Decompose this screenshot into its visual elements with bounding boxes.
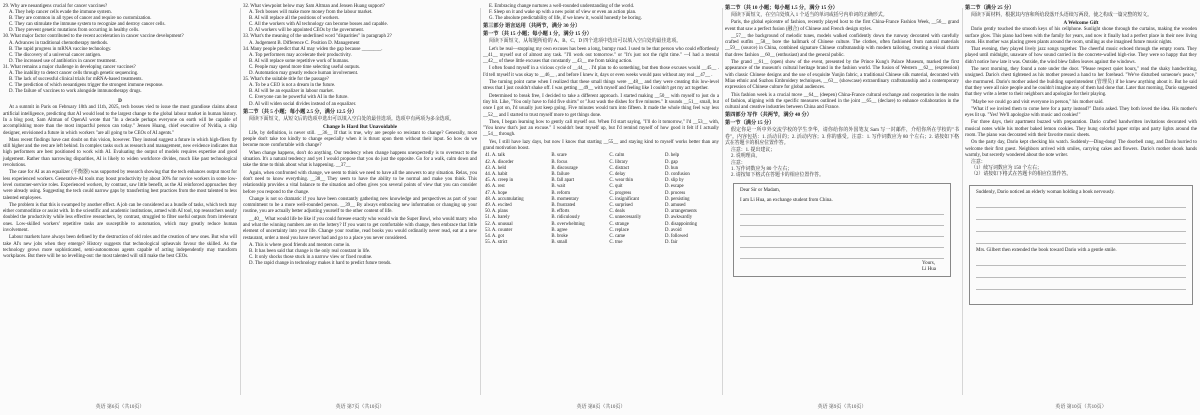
section-instructions: 阅读下面短文，从短文后的选项中选出可以填入空白处的最佳选项。选项中有两项为多余选项。 <box>249 116 455 122</box>
answer-option: B. AI will replace some repetitive work of humans. <box>249 58 350 64</box>
section-instructions: 阅读下面短文，在空白处填入 1 个适当的单词或括号内单词的正确形式。 <box>731 13 888 18</box>
cloze-option: D. slip by <box>664 178 684 184</box>
writing-line <box>976 196 1186 208</box>
answer-option: B. They are common in all types of cancer and require no customization. <box>9 16 152 22</box>
page-footer: 英语 第7页（共10页） <box>335 405 385 410</box>
writing-line <box>976 232 1186 244</box>
answer-option: D. Automation may greatly reduce human involvement. <box>249 71 359 77</box>
page-footer: 英语 第10页（共10页） <box>1055 405 1107 410</box>
letter-salutation: Dear Sir or Madam, <box>740 187 780 193</box>
answer-option: F. Sleep on it and wake up with a new point of view or even an action plan. <box>489 10 637 16</box>
answer-option: D. The rapid change in technology makes it hard to predict future trends. <box>249 261 392 267</box>
instruction-item: （2）请按如下格式在答题卡的相应位置作答。 <box>971 172 1072 178</box>
cloze-option: C. replace <box>609 227 629 233</box>
answer-option: D. AI will widen social divides instead of an equalizer. <box>249 101 357 107</box>
passage-paragraph: Yes, I still have lazy days, but now I know that starting __55__ and staying kind to myself works better than any grand motivation boost. <box>483 139 719 152</box>
cloze-option: B. overwhelming <box>551 221 585 227</box>
writing-line <box>976 208 1186 220</box>
cloze-option: B. momentary <box>551 196 579 202</box>
question-stem: 34. Many people predict that AI may widen the gap because ________. <box>243 46 383 52</box>
question-stem: 35. What's the suitable title for the passage? <box>243 77 329 83</box>
cloze-option: B. discourage <box>551 165 578 171</box>
writing-line <box>740 204 944 215</box>
question-stem: 32. What viewpoint below may Sam Altman and Jensen Huang support? <box>243 4 385 9</box>
cloze-option: B. broke <box>551 233 568 239</box>
cloze-option: D. process <box>664 190 686 196</box>
answer-option: A. Judgement B. Difference C. Position D. Management <box>249 40 360 46</box>
page-7 <box>240 0 480 415</box>
passage-paragraph: Dario gently touched the smooth keys of his cellphone. Sunlight shone through the curtains, making the wooden surface glow. This piano had been with the family for years, and now it finally had a perfect place in their new living room. His mother was placing green plants around the room, smiling as she imagined future music nights. <box>965 27 1197 45</box>
answer-option: D. AI workers will be appointed CEOs by the government. <box>249 28 365 34</box>
cloze-option: 52. A. unusual <box>485 221 513 227</box>
section-title: 第二节（共 10 小题；每小题 1.5 分，满分 15 分） <box>725 5 838 11</box>
instruction-item: 1. 写作词数应为 80 个左右； <box>731 166 793 172</box>
passage-paragraph: Determined to break free, I decided to take a different approach. I started making __50__ with myself to just do a tiny bit. Like, "You only have to fold five shirts" or "Just wash the dishes for five minutes." It sounds __51__ small, but once I got on, I'd usually just keep going. Five minutes would turn into fifteen. It made the whole thing feel way less __52__ and I started to trust myself more to get things done. <box>483 93 719 118</box>
cloze-option: 46. A. rest <box>485 184 505 190</box>
cloze-option: B. focus <box>551 159 568 165</box>
cloze-options-table <box>483 153 719 246</box>
cloze-option: C. came <box>609 233 626 239</box>
answer-option: C. People may spend more time selecting useful outputs. <box>249 64 361 70</box>
cloze-option: B. frustrated <box>551 202 576 208</box>
cloze-option: D. hun <box>664 165 679 171</box>
part-title: 第三部分 语言运用（共两节，满分 30 分） <box>483 23 581 30</box>
passage-paragraph: That evening, they played lively jazz songs together. The cheerful music echoed through the empty room. They played until midnight, unaware of how sound carried in the concrete-walled high-rise. They were so happy that they didn't notice how late it was. Outside, the wind blew fallen leaves against the windows. <box>965 47 1197 65</box>
passage-paragraph: For three days, their apartment buzzed with preparation. Dario crafted handwritten invitations decorated with musical notes while his mother baked lemon cookies. They hung colorful paper strips and party lights around the room. The piano was decorated with their favorite music sheets. <box>965 120 1197 139</box>
section-title: 第一节（满分 15 分） <box>725 120 775 127</box>
cloze-option: 42. A. disorder <box>485 159 514 165</box>
answer-option: C. The discovery of a universal cancer antigen. <box>9 52 102 58</box>
passage-paragraph: __40__ What would life be like if you could foresee exactly who would win the Super Bowl, who would marry who and what the winning numbers are on the lottery? If you want to get comfortable with change, then embrace that little element of uncertainty into your life. Change your routine, read books you would ordinarily never read, eat at a new restaurant, order a meal you have never had and go to a place you never considered. <box>243 216 477 241</box>
part-title: 第四部分 写作（共两节，满分 40 分） <box>725 112 812 119</box>
writing-line <box>740 248 944 259</box>
cloze-option: C. strange <box>609 221 629 227</box>
passage-paragraph: The problem is that this is swamped by another effect. A job can be considered as a bundle of tasks, which tech may either commoditize or assist with. In the scientific and academic institutions, armed with AI tool, top researchers nearly doubled the productivity while less effective researchers, by contrast, struggled to filter useful outputs from irrelevant ones. Low-skilled workers' repetitive tasks are susceptible to automation, which may greatly reduce human involvement. <box>3 202 237 234</box>
cloze-option: B. efforts <box>551 209 570 215</box>
passage-paragraph: This fashion week is a crucial move __64__ (deepen) China-France cultural exchange and cooperation in the realm of fashion, aligning with the specific measures outlined in the joint __65__ (declare) to enhance collaboration in the cultural and creative industries between China and France. <box>725 92 959 111</box>
cloze-option-row <box>483 240 719 246</box>
passage-paragraph: The case for AI as an equalizer (平衡器) was supported by research showing that the tech enhances output most for less experienced workers. Generative-AI tools may boost productivity by about 30% for novice workers in some low-level customer-service roles. Experienced workers, by contrast, saw little benefit, as the AI reinforced approaches they were already using. Suggesting the tech could narrow gaps by transferring best practices from the most talented to less talented employees. <box>3 170 237 201</box>
continuation-start-1: Suddenly, Dario noticed an elderly woman holding a book nervously. <box>976 189 1115 195</box>
passage-paragraph: Life, by definition, is never still. __36__ If that is true, why are people so resistant to change? Generally, most people don't take too kindly to change especially when it is thrust upon them without their input. So how do we become more comfortable with change? <box>243 130 477 149</box>
cloze-option: C. calm <box>609 153 625 159</box>
passage-paragraph: Let's be real—stopping my own excuses has been a long, bumpy road. I used to be that person who could effortlessly __41__ myself out of almost any task. "I'll work out tomorrow." or "It's just not the right time." —I had a mental __42__ of these little excuses that constantly __43__ me from taking action. <box>483 46 719 65</box>
writing-line <box>740 237 944 248</box>
passage-paragraph: I often found myself in a vicious cycle of __44__ . I'd plan to do something, but then those excuses would __45__ . I'd tell myself it was okay to __46__ , and before I knew it, days or even weeks would pass without any real __47__ . <box>483 66 719 78</box>
answer-option: C. It only shocks those stuck in a narrow view or fixed routine. <box>249 255 373 261</box>
answer-option: B. The rapid progress in mRNA vaccine technology. <box>9 46 112 52</box>
cloze-option: 49. A. excited <box>485 202 512 208</box>
passage-paragraph: Paris, the global epicentre of fashion, recently played host to the first China-France Fashion Week, __56__ grand event that saw a perfect fusion (融合) of Chinese and French design styles. <box>725 20 959 32</box>
instruction-item: 2. 说明理由。 <box>731 154 761 160</box>
passage-letter: D <box>118 98 122 105</box>
cloze-option: B. fall apart <box>551 178 575 184</box>
cloze-option: 47. A. hope <box>485 190 508 196</box>
cloze-option: 48. A. accumulating <box>485 196 524 202</box>
answer-option: D. The failure of vaccines to work alongside immunotherapy drugs. <box>9 89 142 95</box>
cloze-option: C. delay <box>609 171 626 177</box>
cloze-option: C. surprised <box>609 202 633 208</box>
cloze-option: 51. A. barely <box>485 215 510 221</box>
passage-paragraph: "Maybe we could go and visit everyone in person," his mother said. <box>971 99 1104 105</box>
answer-option: C. They can stimulate the immune system to recognize and destroy cancer cells. <box>9 22 166 28</box>
answer-option: B. AI will replace all the positions of workers. <box>249 16 340 22</box>
answer-option: A. To be a CEO is not a dream in the future. <box>249 83 336 89</box>
passage-paragraph: At a summit in Paris on February 10th and 11th, 2025, tech bosses vied to issue the most grandiose claims about artificial intelligence, predicting that AI would lead to the largest change to the global labour market in human history. In a blog post, Sam Altman of OpenAI wrote that "In a decade perhaps everyone on earth will be capable of accomplishing more than the most impactful person can today." Jensen Huang, chief executive of Nvidia, a chip designer, envisioned a future in which workers "are all going to be CEOs of AI agents." <box>3 105 237 136</box>
cloze-option: D. arrangements <box>664 209 697 215</box>
letter-name: Li Hua <box>921 266 936 272</box>
writing-line <box>976 220 1186 232</box>
passage-paragraph: The next morning, they found a note under the door. "Please respect quiet hours," read the shaky handwriting, unsigned. Dario's chest tightened as his mother pressed a hand to her forehead. "We've disturbed someone's peace," she murmured. Dario's mother asked the building superintendent (管理员) if he knew anything about it. But he said that they were all nice people and he couldn't imagine any of them had done that. Later that morning, Dario suggested that they write a letter to their neighbors and apologize for their playing. <box>965 67 1197 98</box>
writing-instructions: 假定你是一所中外交流学校的学生李华，请你给你的外国笔友 Sam 写一封邮件，介绍你所在学校的"书卷"。内容包括：1. 活动目的；2. 活动内容；3. 你的感受。注意：1. 写作词数应为 80 个左右；2. 请按如下格式在答题卡的相应位置作答。 <box>725 128 959 147</box>
answer-option: A. They help cancer cells evade the immune system. <box>9 10 112 16</box>
answer-option: A. The inability to detect cancer cells through genetic sequencing. <box>9 71 139 77</box>
cloze-option: D. fair <box>664 240 678 246</box>
writing-line <box>976 254 1186 266</box>
question-stem: 33. What's the meaning of the underlined word "disparities" in paragraph 2? <box>243 34 392 40</box>
cloze-option: B. wait <box>551 184 566 190</box>
instruction-item: 注意： <box>971 160 986 166</box>
passage-paragraph: When change happens, don't do anything. Our tendency when change happens unexpectedly is to overreact to the situation. It's a natural tendency and yet I would propose that you do just the opposite. Go for a walk, calm down and take the time to think about what is happening. __37__ <box>243 150 477 169</box>
answer-option: D. The increased use of antibiotics in cancer treatment. <box>9 58 117 64</box>
cloze-option: C. library <box>609 159 628 165</box>
passage-paragraph: Then, I began learning how to gently call myself out. When I'd start saying, "I'll do it tomorrow," I'd __53__ with, "You know that's just an excuse." I wouldn't beat myself up, but I'd remind myself of how good it felt if I actually __54__ through. <box>483 119 719 138</box>
cloze-option: D. gap <box>664 159 678 165</box>
page-footer: 英语 第6页（共10页） <box>95 405 145 410</box>
cloze-option: B. agree <box>551 227 568 233</box>
cloze-option: 43. A. held <box>485 165 507 171</box>
question-stem: 30. What major factor contributed to the recent acceleration in cancer vaccine development? <box>3 34 184 40</box>
passage-title: Change Is Hard But Unavoidable <box>322 123 398 130</box>
answer-option: A. Top performers may accelerate their productivity. <box>249 52 352 58</box>
cloze-option: D. awkwardly <box>664 215 693 221</box>
passage-paragraph: __57__ the background of melodic tunes, models walked confidently down the runway decorated with carefully crafted outfits __58__ bore the hallmark of Chinese culture. The clothes, often fashioned from natural materials __59__ (source) in China, combined signature Chinese craftsmanship with modern tailoring, creating a visual charm that drew fashion __60__ (enthusiast) and the general public. <box>725 33 959 58</box>
cloze-option: C. deals <box>609 209 625 215</box>
page-footer: 英语 第8页（共10页） <box>576 405 626 410</box>
cloze-option: 53. A. counter <box>485 227 513 233</box>
answer-letter-box <box>733 183 951 277</box>
cloze-option: D. persisting <box>664 196 690 202</box>
section-instructions: 阅读下面材料，根据其内容和所给段落开头语续写两段，使之构成一篇完整的短文。 <box>971 13 1152 18</box>
answer-option: C. All the workers with AI technology can become bosses and capable. <box>249 22 388 28</box>
writing-line <box>976 266 1186 278</box>
passage-paragraph: The turning point came when I realized that these small things were __48__ and they were creating this low-level stress that I just couldn't shake off. I was getting __49__ with myself and feeling like I couldn't get my act together. <box>483 80 719 92</box>
cloze-option: D. amused <box>664 202 686 208</box>
answer-option: A. This is where good friends and mentors come in. <box>249 242 351 248</box>
answer-option: B. It has been said that change is the only real constant in life. <box>249 249 371 255</box>
instruction-item: 注意： <box>731 160 746 166</box>
cloze-option: D. help <box>664 153 680 159</box>
answer-option: C. Everyone can be powerful with AI in the future. <box>249 95 349 101</box>
page-6 <box>0 0 240 415</box>
answer-option: C. The prediction of which neoantigens trigger the strongest immune response. <box>9 83 164 89</box>
section-title: 第二节（共 5 小题；每小题 2.5 分，满分 12.5 分） <box>243 108 358 115</box>
cloze-option: 44. A. habit <box>485 171 508 177</box>
passage-paragraph: Again, when confronted with change, we seem to think we need to have all the answers to any situation. Relax, you don't need to know everything. __38__ They seem to have the ability to be normal and make you think. This relationship provides a vital balance to the situation and often gives you several points of view that you can consider before you respond to the change. <box>243 170 477 195</box>
answer-option: A. Tech bosses will make more money from the labour market. <box>249 10 373 16</box>
cloze-option: C. insignificant <box>609 196 639 202</box>
cloze-option: 55. A. strict <box>485 240 508 246</box>
cloze-option: 41. A. talk <box>485 153 505 159</box>
cloze-option: C. distract <box>609 165 630 171</box>
answer-option: E. Embracing change nurtures a well-rounded understanding of the world. <box>489 4 635 9</box>
cloze-option: C. quit <box>609 184 623 190</box>
passage-paragraph: Change is not so dramatic if you have been constantly gathering new knowledge and perspectives as part of your commitment to be a more well-rounded person. __39__ By always embracing new information or changing up your routine, you are actually better adjusting yourself to the other content of life. <box>243 196 477 215</box>
answer-option: B. AI will be an equalizer in labour market. <box>249 89 335 95</box>
cloze-option: C. unnecessarily <box>609 215 642 221</box>
page-8 <box>480 0 722 415</box>
question-stem: 29. Why are neoantigens crucial for cancer vaccines? <box>3 4 108 9</box>
passage-paragraph: Labour markets have always been defined by the destruction of old roles and the creation of new ones. But who will take AI's new jobs when they emerge? History suggests that technological upheavals favour the skilled. As the technology grows more sophisticated, semi-autonomous agents capable of acting independently may transform workplaces. But there will be no levelling-out: the most talented will still make the best CEOs. <box>3 235 237 260</box>
answer-option: G. The absolute predictability of life, if we knew it, would honestly be boring. <box>489 16 642 22</box>
cloze-option: B. reform <box>551 190 570 196</box>
cloze-option: 54. A. got <box>485 233 504 239</box>
cloze-option: D. escape <box>664 184 684 190</box>
answer-option: A. Advances in traditional chemotherapy methods. <box>9 40 109 46</box>
cloze-option: B. failure <box>551 171 570 177</box>
cloze-option: C. true <box>609 240 623 246</box>
question-stem: 31. What remains a major challenge in developing cancer vaccines? <box>3 64 136 70</box>
passage-paragraph: On the party day, Dario kept checking his watch. Suddenly—Ding-dong! The doorbell rang, and Dario hurried to welcome their first guest. Neighbors arrived with smiles, carrying cakes and flowers. Dario's mother shook hands warmly, but secretly wondered about the note writer. <box>965 140 1197 158</box>
continuation-start-2: Mrs. Gilbert then extended the book toward Dario with a gentle smile. <box>976 247 1117 253</box>
cloze-option: B. ridiculously <box>551 215 580 221</box>
cloze-option: D. avoid <box>664 227 682 233</box>
letter-signature <box>922 261 936 273</box>
page-10 <box>962 0 1200 415</box>
writing-line <box>976 278 1186 290</box>
letter-opening: I am Li Hua, an exchange student from China. <box>740 197 833 203</box>
cloze-option: D. followed <box>664 233 688 239</box>
cloze-option: D. disappointing <box>664 221 697 227</box>
cloze-option: C. wear thin <box>609 178 633 184</box>
writing-line <box>740 215 944 226</box>
cloze-option: C. progress <box>609 190 632 196</box>
cloze-option: B. scare <box>551 153 567 159</box>
answer-option: B. The lack of successful clinical trials for mRNA-based treatments. <box>9 77 143 83</box>
writing-line <box>740 226 944 237</box>
page-9 <box>722 0 962 415</box>
section-title: 第二节（满分 25 分） <box>965 5 1015 11</box>
cloze-option: D. confusion <box>664 171 690 177</box>
section-instructions: 阅读下面短文，从每题所给的 A、B、C、D 四个选项中选出可以填入空白处的最佳选项。 <box>489 39 682 45</box>
passage-paragraph: "What if we invited them to come here for a party instead?" Dario asked. They both loved the idea. His mother's eyes lit up. "Yes! We'll apologize with music and cookies!" <box>965 106 1197 119</box>
instruction-item: 2. 请按如下格式在答题卡的相应位置作答。 <box>731 172 824 178</box>
cloze-option: 45. A. creep in <box>485 178 514 184</box>
continuation-answer-box <box>969 185 1193 305</box>
cloze-option: 50. A. plans <box>485 209 508 215</box>
letter-closing: Yours, <box>921 260 935 266</box>
cloze-option: B. small <box>551 240 568 246</box>
passage-paragraph: The grand __61__ (open) show of the event, presented by the Prince Kung's Palace Museum, marked the first appearance of the museum's cultural heritage brand in the fashion world. The fusion of Western __62__ (expression) with classic Chinese designs and the use of exquisite Yunjin fabric, a traditional Chinese silk material, decorated with Miao ethnic and Suzhou Embroidery techniques, __63__ (showcase) extraordinary craftsmanship and a contemporary expression of Chinese culture for global audiences. <box>725 60 959 91</box>
instruction-item: 注意：1. 提出建议； <box>731 148 776 154</box>
passage-title: A Welcome Gift <box>1063 20 1099 27</box>
passage-paragraph: Mass recent findings have cast doubt on this vision, however. They instead suggest a future in which high-fliers fly still higher and the rest are left behind. In complex tasks such as research and management, new evidence indicates that high performers are best positioned to work with AI. Evaluating the output of models requires expertise and good judgement. Rather than narrowing disparities, AI is likely to widen workforce divides, much like past technological revolutions. <box>3 137 237 169</box>
page-footer: 英语 第9页（共10页） <box>817 405 867 410</box>
section-title: 第一节（共 15 小题；每小题 1 分，满分 15 分） <box>483 31 592 38</box>
instruction-item: （1）续写词数应为 150 个左右； <box>971 166 1042 172</box>
answer-option: D. They prevent genetic mutations from occurring in healthy cells. <box>9 28 140 34</box>
